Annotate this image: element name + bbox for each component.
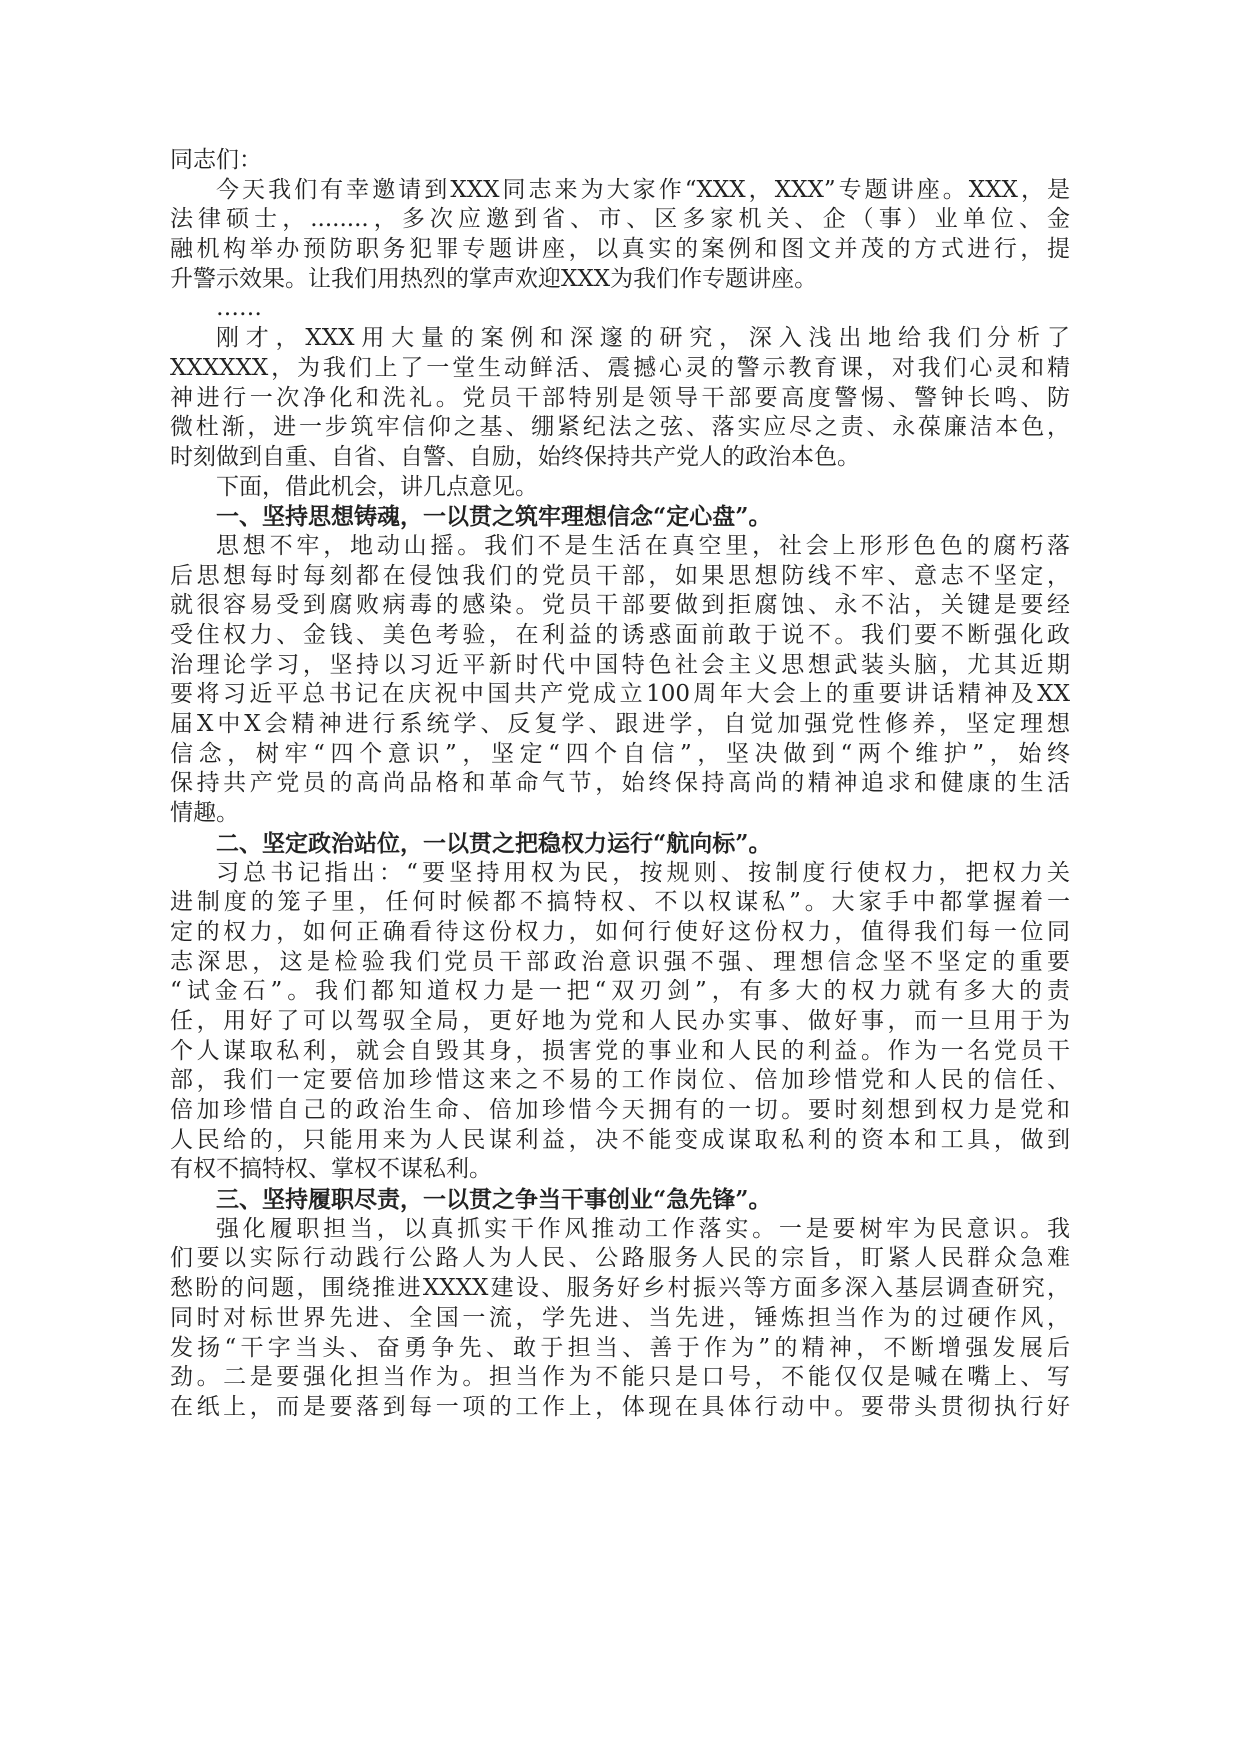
text-line: 愁盼的问题，围绕推进XXXX建设、服务好乡村振兴等方面多深入基层调查研究，: [170, 1275, 1070, 1302]
section-heading: [170, 1185, 1070, 1215]
text-line: 保持共产党员的高尚品格和革命气节，始终保持高尚的精神追求和健康的生活: [170, 770, 1070, 797]
paragraph: [170, 859, 1070, 1186]
text-line: 要将习近平总书记在庆祝中国共产党成立100周年大会上的重要讲话精神及XX: [170, 681, 1070, 708]
text-line: 治理论学习，坚持以习近平新时代中国特色社会主义思想武装头脑，尤其近期: [170, 651, 1070, 678]
paragraph: [170, 324, 1070, 472]
text-line: 人民给的，只能用来为人民谋利益，决不能变成谋取私利的资本和工具，做到: [170, 1126, 1070, 1153]
text-line: 就很容易受到腐败病毒的感染。党员干部要做到拒腐蚀、永不沾，关键是要经: [170, 592, 1070, 619]
text-line: 进制度的笼子里，任何时候都不搞特权、不以权谋私”。大家手中都掌握着一: [170, 889, 1070, 916]
text-line: 同志们：: [170, 147, 262, 173]
text-line: 三、坚持履职尽责，一以贯之争当干事创业“急先锋”。: [216, 1186, 772, 1214]
text-line: 受住权力、金钱、美色考验，在利益的诱惑面前敢于说不。我们要不断强化政: [170, 622, 1070, 648]
text-line: 习总书记指出：“要坚持用权为民，按规则、按制度行使权力，把权力关: [216, 859, 1070, 886]
text-line: 一、坚持思想铸魂，一以贯之筑牢理想信念“定心盘”。: [216, 503, 772, 531]
paragraph: [170, 176, 1070, 295]
text-line: 劲。二是要强化担当作为。担当作为不能只是口号，不能仅仅是喊在嘴上、写: [170, 1364, 1070, 1391]
text-line: 法律硕士，........，多次应邀到省、市、区多家机关、企（事）业单位、金: [170, 206, 1070, 233]
text-line: 下面，借此机会，讲几点意见。: [216, 473, 538, 500]
text-line: 情趣。: [170, 800, 239, 827]
text-line: 同时对标世界先进、全国一流，学先进、当先进，锤炼担当作为的过硬作风，: [170, 1304, 1070, 1331]
paragraph: [170, 532, 1070, 829]
text-line: 志深思，这是检验我们党员干部政治意识强不强、理想信念坚不坚定的重要: [170, 948, 1070, 975]
text-line: 在纸上，而是要落到每一项的工作上，体现在具体行动中。要带头贯彻执行好: [170, 1393, 1070, 1420]
text-line: 发扬“干字当头、奋勇争先、敢于担当、善于作为”的精神，不断增强发展后: [170, 1334, 1070, 1361]
text-line: 今天我们有幸邀请到XXX同志来为大家作“XXX，XXX”专题讲座。XXX，是: [216, 176, 1070, 203]
text-line: 任，用好了可以驾驭全局，更好地为党和人民办实事、做好事，而一旦用于为: [170, 1007, 1070, 1034]
section-heading: [170, 502, 1070, 532]
text-line: 融机构举办预防职务犯罪专题讲座，以真实的案例和图文并茂的方式进行，提: [170, 236, 1070, 263]
text-line: 刚才，XXX用大量的案例和深邃的研究，深入浅出地给我们分析了: [216, 325, 1070, 352]
text-line: “试金石”。我们都知道权力是一把“双刃剑”，有多大的权力就有多大的责: [170, 978, 1070, 1005]
salutation: [170, 146, 1070, 176]
text-line: 时刻做到自重、自省、自警、自励，始终保持共产党人的政治本色。: [170, 443, 860, 470]
paragraph: [170, 473, 1070, 503]
document-body: [170, 146, 1070, 1423]
text-line: 后思想每时每刻都在侵蚀我们的党员干部，如果思想防线不牢、意志不坚定，: [170, 562, 1070, 589]
text-line: 强化履职担当，以真抓实干作风推动工作落实。一是要树牢为民意识。我: [216, 1215, 1070, 1242]
text-line: XXXXXX，为我们上了一堂生动鲜活、震撼心灵的警示教育课，对我们心灵和精: [170, 354, 1070, 381]
text-line: 倍加珍惜自己的政治生命、倍加珍惜今天拥有的一切。要时刻想到权力是党和: [170, 1097, 1070, 1123]
text-line: 个人谋取私利，就会自毁其身，损害党的事业和人民的利益。作为一名党员干: [170, 1037, 1070, 1064]
text-line: 神进行一次净化和洗礼。党员干部特别是领导干部要高度警惕、警钟长鸣、防: [170, 384, 1070, 411]
text-line: 们要以实际行动践行公路人为人民、公路服务人民的宗旨，盯紧人民群众急难: [170, 1245, 1070, 1272]
paragraph: [170, 1215, 1070, 1423]
text-line: 部，我们一定要倍加珍惜这来之不易的工作岗位、倍加珍惜党和人民的信任、: [170, 1067, 1070, 1094]
text-line: 定的权力，如何正确看待这份权力，如何行使好这份权力，值得我们每一位同: [170, 918, 1070, 945]
text-line: 届X中X会精神进行系统学、反复学、跟进学，自觉加强党性修养，坚定理想: [170, 711, 1070, 738]
text-line: 信念，树牢“四个意识”，坚定“四个自信”，坚决做到“两个维护”，始终: [170, 740, 1070, 767]
text-line: 有权不搞特权、掌权不谋私利。: [170, 1156, 492, 1183]
paragraph: [170, 294, 1070, 324]
text-line: 思想不牢，地动山摇。我们不是生活在真空里，社会上形形色色的腐朽落: [216, 532, 1070, 559]
text-line: ……: [216, 295, 262, 322]
text-line: 微杜渐，进一步筑牢信仰之基、绷紧纪法之弦、落实应尽之责、永葆廉洁本色，: [170, 414, 1070, 441]
section-heading: [170, 829, 1070, 859]
text-line: 升警示效果。让我们用热烈的掌声欢迎XXX为我们作专题讲座。: [170, 265, 818, 292]
text-line: 二、坚定政治站位，一以贯之把稳权力运行“航向标”。: [216, 829, 772, 857]
